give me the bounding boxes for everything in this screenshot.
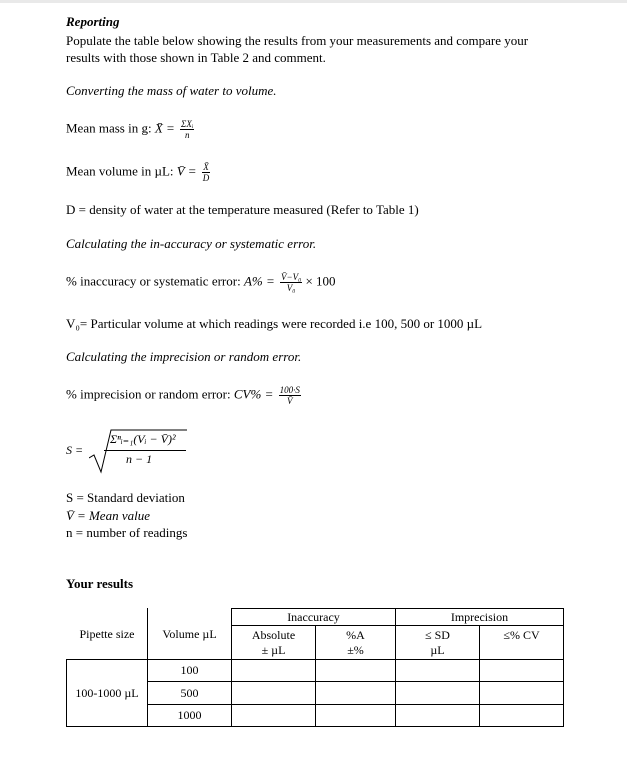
vo-definition: V₀= Particular volume at which readings were recorded i.e 100, 500 or 1000 µL	[66, 316, 483, 331]
header-inaccuracy: Inaccuracy	[232, 609, 396, 626]
mean-mass-lhs: X̄ =	[154, 120, 175, 136]
header-pipette-size: Pipette size	[67, 609, 148, 660]
header-volume: Volume µL	[148, 609, 232, 660]
mean-volume-label: Mean volume in µL:	[66, 163, 177, 179]
inaccuracy-formula	[66, 272, 336, 293]
mean-mass-formula	[66, 119, 194, 140]
cell-sd-1000[interactable]	[396, 705, 480, 727]
cell-pipette-size: 100-1000 µL	[67, 660, 148, 727]
imprecision-fraction: $\frac{100\cdot S}{V̄}$	[279, 385, 300, 406]
section-imprecision: Calculating the imprecision or random error.	[66, 349, 302, 364]
header-percent-a: %A ±%	[316, 626, 396, 660]
header-cv: ≤% CV	[480, 626, 564, 660]
cell-absolute-100[interactable]	[232, 660, 316, 682]
def-n: n = number of readings	[66, 525, 188, 540]
def-v: V̄ = Mean value	[66, 508, 150, 523]
cell-cv-1000[interactable]	[480, 705, 564, 727]
header-absolute: Absolute ± µL	[232, 626, 316, 660]
section-inaccuracy: Calculating the in-accuracy or systematic error.	[66, 236, 317, 251]
section-converting: Converting the mass of water to volume.	[66, 83, 277, 98]
heading: Reporting	[66, 14, 120, 29]
inaccuracy-label: % inaccuracy or systematic error:	[66, 273, 244, 289]
your-results-heading: Your results	[66, 576, 134, 591]
cell-cv-100[interactable]	[480, 660, 564, 682]
mean-mass-fraction: $\frac{\text{ΣXᵢ}}{n}$	[181, 119, 194, 140]
top-bar	[0, 0, 627, 3]
header-imprecision: Imprecision	[396, 609, 564, 626]
cell-sd-100[interactable]	[396, 660, 480, 682]
density-definition: D = density of water at the temperature measured (Refer to Table 1)	[66, 202, 419, 217]
header-sd: ≤ SD µL	[396, 626, 480, 660]
std-dev-denominator: n − 1	[126, 452, 153, 466]
mean-volume-formula	[66, 162, 210, 183]
std-dev-fraction-bar	[104, 450, 186, 451]
std-dev-lhs: S =	[66, 443, 84, 457]
imprecision-lhs: CV% =	[233, 386, 274, 402]
cell-volume-1000: 1000	[148, 705, 232, 727]
def-s: S = Standard deviation	[66, 490, 185, 505]
imprecision-formula	[66, 385, 301, 406]
cell-cv-500[interactable]	[480, 682, 564, 705]
cell-volume-100: 100	[148, 660, 232, 682]
inaccuracy-lhs: A% =	[243, 273, 275, 289]
mean-volume-fraction: $\frac{X̄}{D}$	[202, 162, 210, 183]
mean-volume-lhs: V̄ =	[176, 163, 197, 179]
cell-sd-500[interactable]	[396, 682, 480, 705]
intro-line-2: results with those shown in Table 2 and comment.	[66, 50, 326, 65]
cell-percent-1000[interactable]	[316, 705, 396, 727]
intro-line-1: Populate the table below showing the results from your measurements and compare your	[66, 33, 529, 48]
inaccuracy-fraction: $\frac{\text{V̄−V₀}}{\text{V₀}}$	[281, 272, 302, 293]
cell-absolute-500[interactable]	[232, 682, 316, 705]
cell-volume-500: 500	[148, 682, 232, 705]
cell-percent-100[interactable]	[316, 660, 396, 682]
inaccuracy-tail: × 100	[305, 273, 336, 289]
cell-absolute-1000[interactable]	[232, 705, 316, 727]
results-table	[66, 608, 564, 727]
mean-mass-label: Mean mass in g:	[66, 120, 155, 136]
std-dev-numerator: Σⁿᵢ₌₁(Vᵢ − V̄)²	[110, 432, 176, 446]
cell-percent-500[interactable]	[316, 682, 396, 705]
imprecision-label: % imprecision or random error:	[66, 386, 234, 402]
